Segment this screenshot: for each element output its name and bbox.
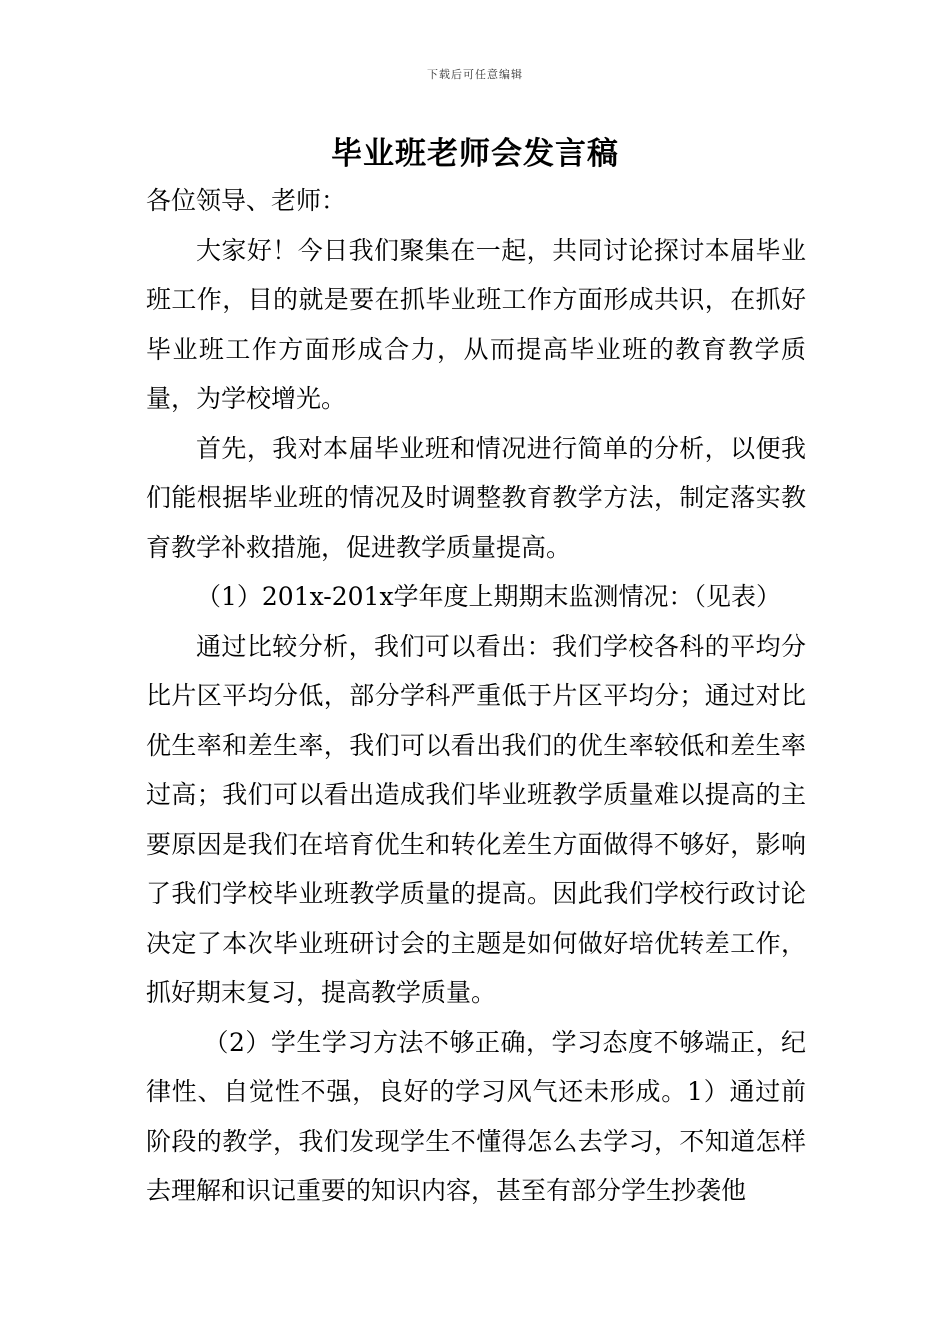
paragraph-comparison: 通过比较分析，我们可以看出：我们学校各科的平均分比片区平均分低，部分学科严重低于片区平均分；通过对比优生率和差生率，我们可以看出我们的优生率较低和差生率过高；我们可以看出造成我们毕业班教学质量难以提高的主要原因是我们在培育优生和转化差生方面做得不够好，影响了我们学校毕业班教学质量的提高。因此我们学校行政讨论决定了本次毕业班研讨会的主题是如何做好培优转差工作，抓好期末复习，提高教学质量。	[146, 631, 806, 1007]
document-body	[146, 176, 806, 1216]
paragraph-learning-methods: （2）学生学习方法不够正确，学习态度不够端正，纪律性、自觉性不强，良好的学习风气还未形成。1）通过前阶段的教学，我们发现学生不懂得怎么去学习，不知道怎样去理解和识记重要的知识内容，甚至有部分学生抄袭他	[146, 1027, 806, 1205]
paragraph-analysis-intro: 首先，我对本届毕业班和情况进行简单的分析，以便我们能根据毕业班的情况及时调整教育教学方法，制定落实教育教学补救措施，促进教学质量提高。	[146, 433, 806, 562]
paragraph-monitoring-heading: （1）201x-201x学年度上期期末监测情况：（见表）	[196, 582, 782, 611]
document-title: 毕业班老师会发言稿	[331, 136, 619, 172]
salutation: 各位领导、老师：	[146, 186, 347, 215]
paragraph-greeting: 大家好！今日我们聚集在一起，共同讨论探讨本届毕业班工作，目的就是要在抓毕业班工作方面形成共识，在抓好毕业班工作方面形成合力，从而提高毕业班的教育教学质量，为学校增光。	[146, 235, 806, 413]
header-note: 下载后可任意编辑	[427, 68, 523, 81]
